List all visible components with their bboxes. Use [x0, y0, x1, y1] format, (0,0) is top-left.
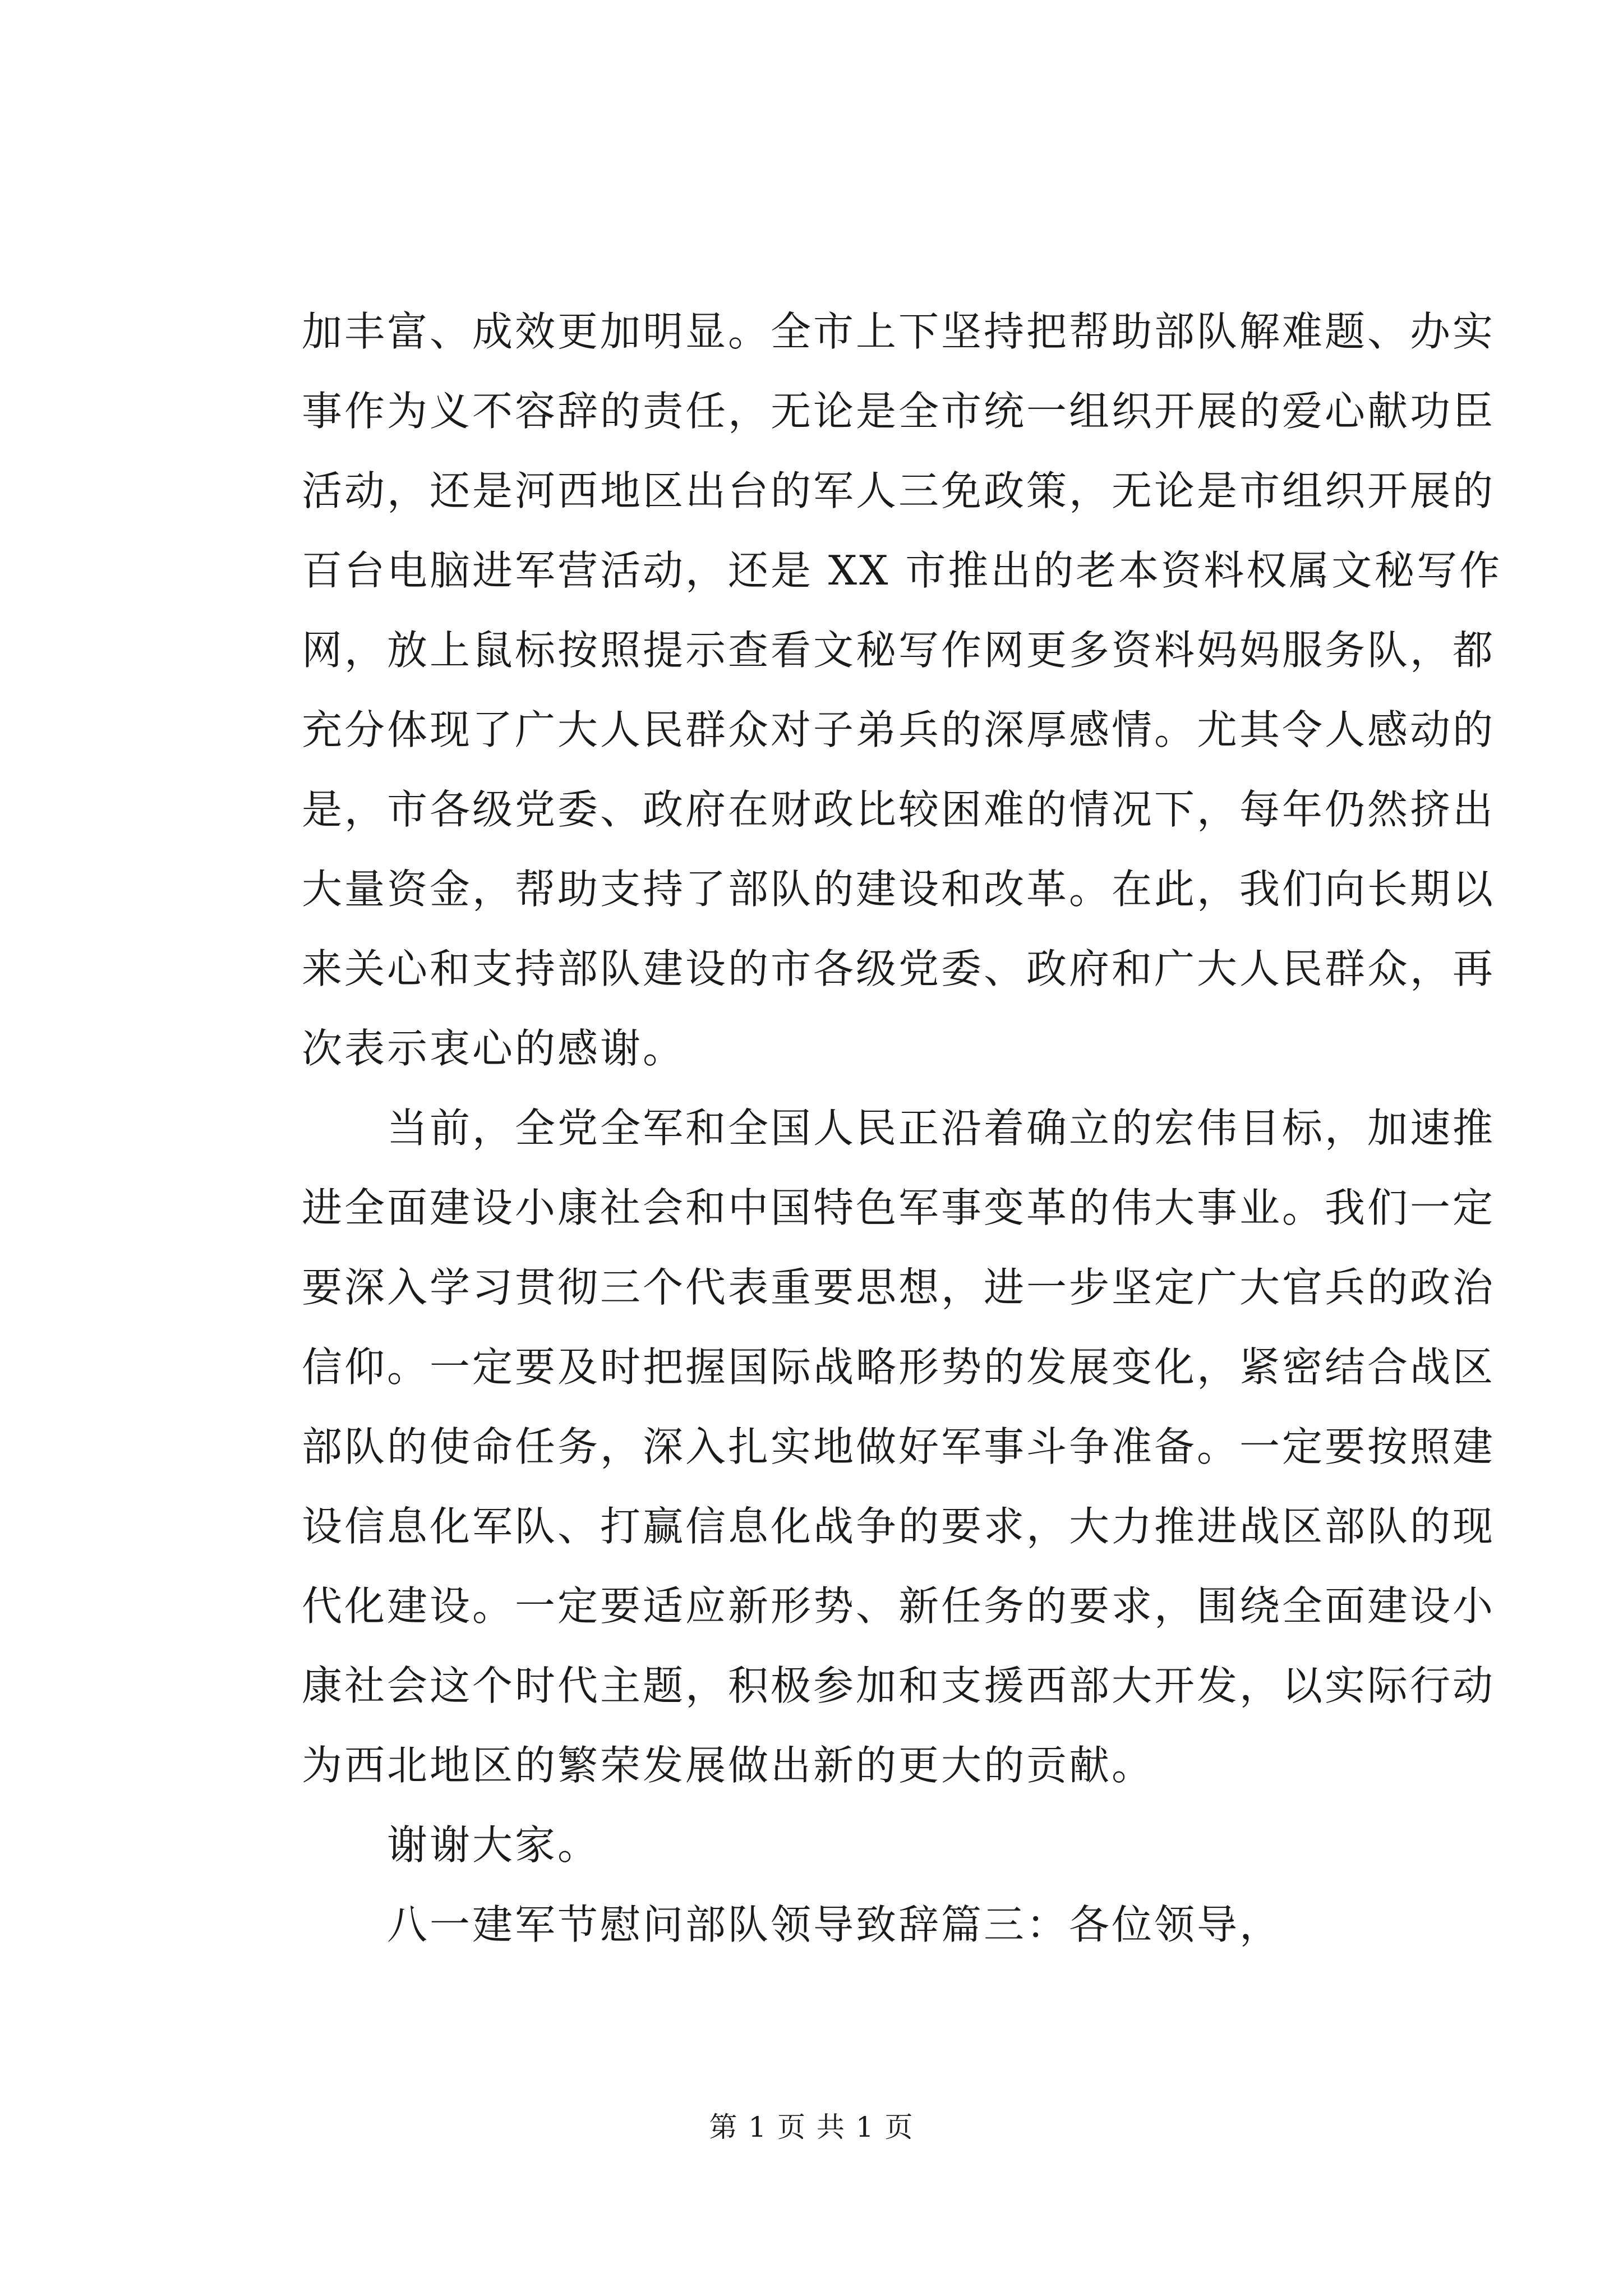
text-line: 当前，全党全军和全国人民正沿着确立的宏伟目标，加速推 — [302, 1105, 1496, 1152]
text-line: 康社会这个时代主题，积极参加和支援西部大开发，以实际行动 — [302, 1662, 1496, 1709]
page-number-footer: 第 1 页 共 1 页 — [709, 2111, 914, 2143]
text-line: 活动，还是河西地区出台的军人三免政策，无论是市组织开展的 — [302, 467, 1496, 514]
text-line: 部队的使命任务，深入扎实地做好军事斗争准备。一定要按照建 — [302, 1423, 1496, 1470]
text-line: 大量资金，帮助支持了部队的建设和改革。在此，我们向长期以 — [302, 866, 1496, 913]
text-line: 代化建设。一定要适应新形势、新任务的要求，围绕全面建设小 — [302, 1582, 1496, 1630]
document-body — [302, 292, 1502, 1964]
text-line: 百台电脑进军营活动，还是 XX 市推出的老本资料权属文秘写作 — [302, 547, 1502, 594]
text-line: 进全面建设小康社会和中国特色军事变革的伟大事业。我们一定 — [302, 1184, 1496, 1231]
text-line: 次表示衷心的感谢。 — [302, 1025, 686, 1072]
text-line: 信仰。一定要及时把握国际战略形势的发展变化，紧密结合战区 — [302, 1343, 1496, 1391]
text-line: 来关心和支持部队建设的市各级党委、政府和广大人民群众，再 — [302, 945, 1496, 992]
text-line: 加丰富、成效更加明显。全市上下坚持把帮助部队解难题、办实 — [302, 308, 1496, 355]
text-line: 谢谢大家。 — [302, 1821, 601, 1869]
text-line: 要深入学习贯彻三个代表重要思想，进一步坚定广大官兵的政治 — [302, 1264, 1496, 1311]
text-line: 事作为义不容辞的责任，无论是全市统一组织开展的爱心献功臣 — [302, 388, 1496, 435]
text-line: 为西北地区的繁荣发展做出新的更大的贡献。 — [302, 1742, 1155, 1789]
text-line: 设信息化军队、打赢信息化战争的要求，大力推进战区部队的现 — [302, 1503, 1496, 1550]
text-line: 充分体现了广大人民群众对子弟兵的深厚感情。尤其令人感动的 — [302, 706, 1496, 753]
text-line: 网，放上鼠标按照提示查看文秘写作网更多资料妈妈服务队，都 — [302, 627, 1496, 674]
text-line: 是，市各级党委、政府在财政比较困难的情况下，每年仍然挤出 — [302, 786, 1496, 833]
text-line: 八一建军节慰问部队领导致辞篇三：各位领导， — [302, 1901, 1283, 1948]
